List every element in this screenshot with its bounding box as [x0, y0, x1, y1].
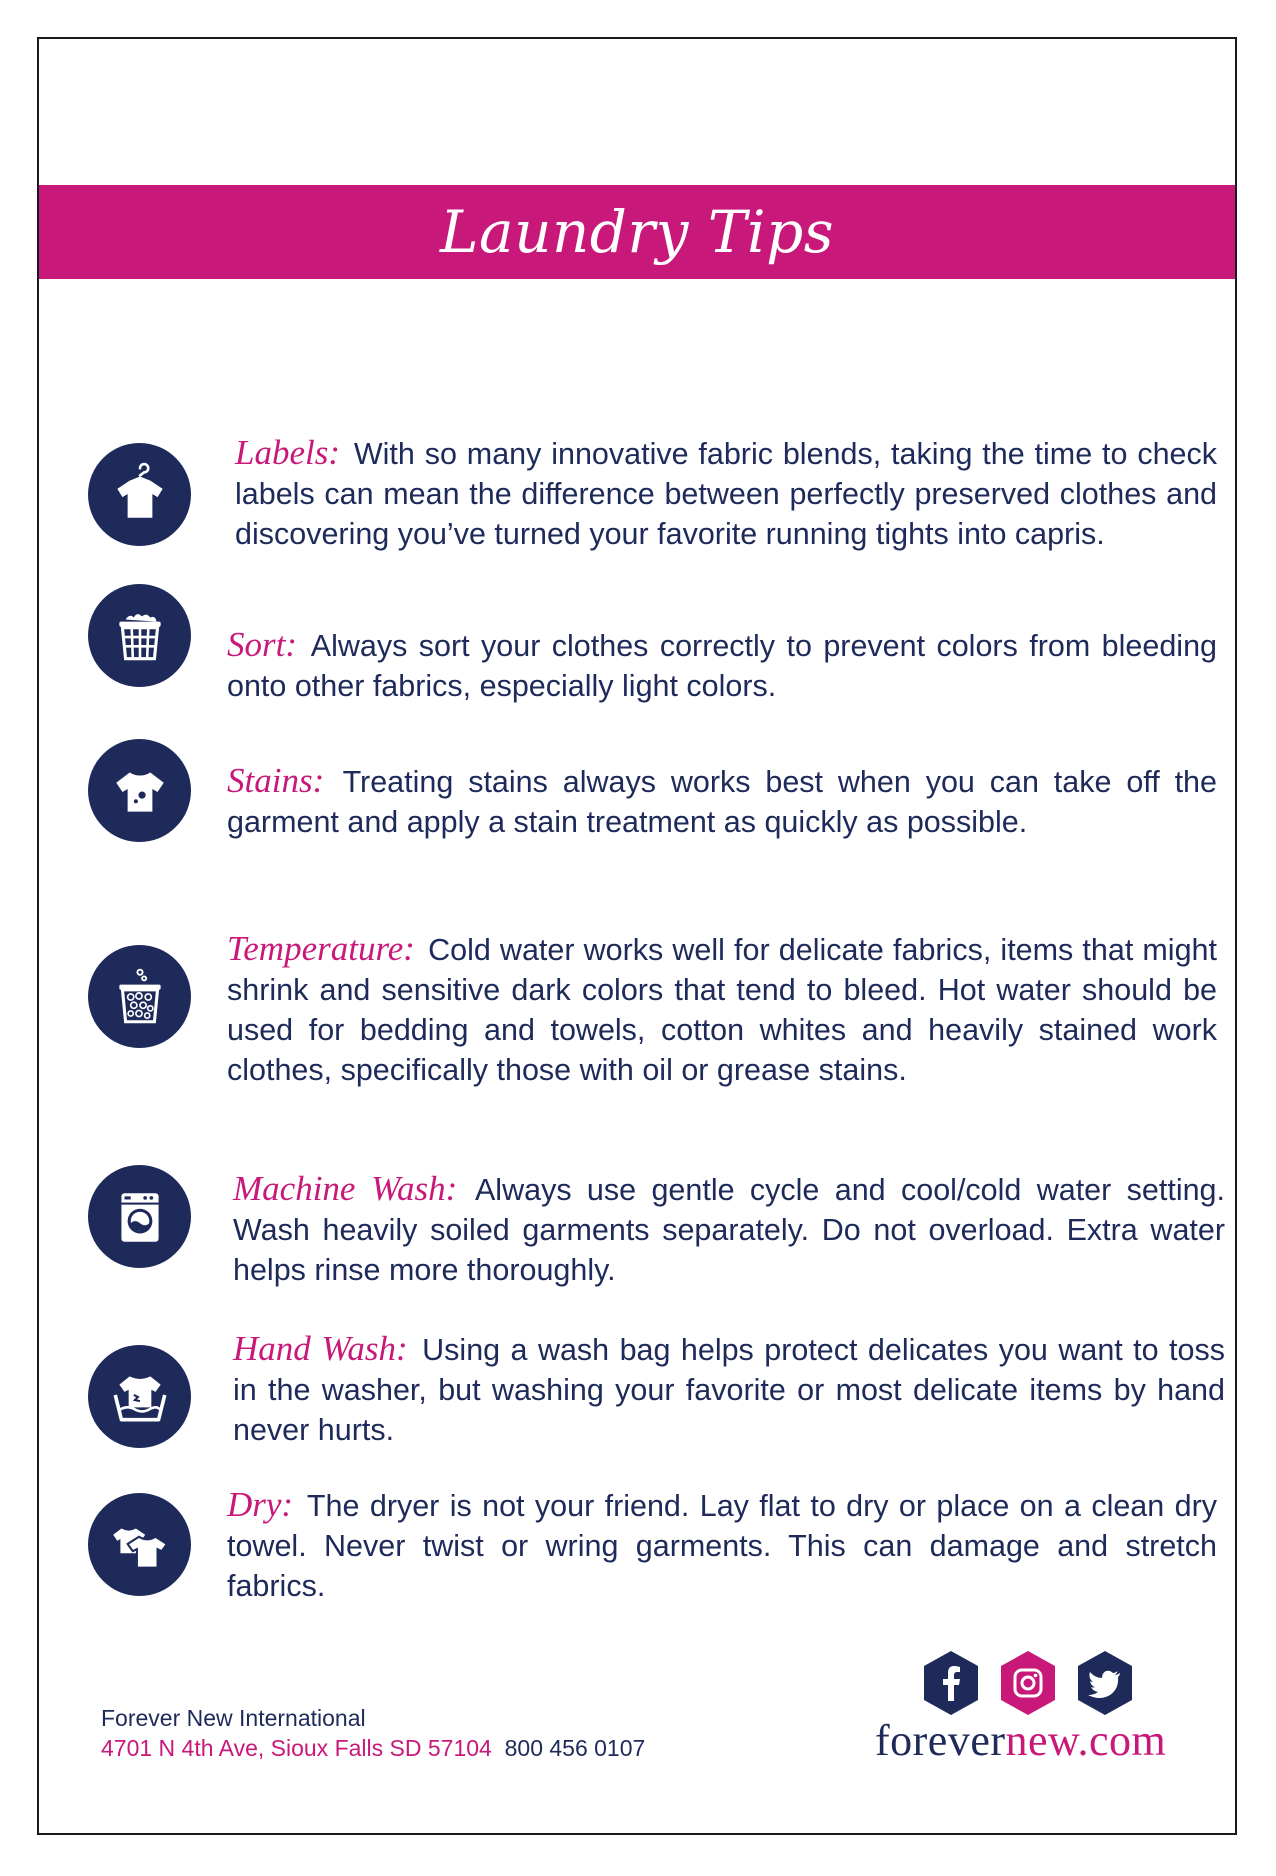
- tip-text: Using a wash bag helps protect delicates you want to toss in the washer, but washing your favorite or most delicate items by hand never hurts.: [233, 1333, 1225, 1447]
- website-link[interactable]: forevernew.com: [875, 1716, 1167, 1765]
- tip-label: Hand Wash:: [233, 1329, 408, 1368]
- tips-card: [37, 37, 1237, 1835]
- tip-label: Labels:: [235, 433, 340, 472]
- page-title: Laundry Tips: [440, 198, 834, 266]
- tip-label: Sort:: [227, 625, 297, 664]
- tip-label: Dry:: [227, 1485, 294, 1524]
- title-banner: [39, 185, 1235, 279]
- instagram-icon[interactable]: [997, 1649, 1059, 1717]
- laundry-basket-icon: [88, 584, 191, 687]
- tip-label: Temperature:: [227, 929, 415, 968]
- tip-text: With so many innovative fabric blends, taking the time to check labels can mean the difference between perfectly preserved clothes and discovering you’ve turned your favorite running tights into capris.: [235, 437, 1217, 551]
- tip-text: The dryer is not your friend. Lay flat to dry or place on a clean dry towel. Never twist or wring garments. This can damage and stretch fabrics.: [227, 1489, 1217, 1603]
- tip-label: Machine Wash:: [233, 1169, 458, 1208]
- twitter-icon[interactable]: [1074, 1649, 1136, 1717]
- tip-text: Cold water works well for delicate fabrics, items that might shrink and sensitive dark colors that tend to bleed. Hot water should be used for bedding and towels, cotton whites and heavily stained work clothes, specifically those with oil or grease stains.: [227, 933, 1217, 1087]
- address: 4701 N 4th Ave, Sioux Falls SD 57104: [101, 1735, 492, 1761]
- contact-line: [101, 1735, 645, 1762]
- tip-text: Always sort your clothes correctly to prevent colors from bleeding onto other fabrics, especially light colors.: [227, 629, 1217, 703]
- bubbly-basket-icon: [88, 945, 191, 1048]
- facebook-icon[interactable]: [920, 1649, 982, 1717]
- shirt-on-hanger-icon: [88, 443, 191, 546]
- tip-text: Always use gentle cycle and cool/cold water setting. Wash heavily soiled garments separately. Do not overload. Extra water helps rinse more thoroughly.: [233, 1173, 1225, 1287]
- company-name: Forever New International: [101, 1705, 366, 1731]
- hand-wash-tub-icon: [88, 1345, 191, 1448]
- two-shirts-icon: [88, 1493, 191, 1596]
- tip-label: Stains:: [227, 761, 325, 800]
- stained-shirt-icon: [88, 739, 191, 842]
- phone-number: 800 456 0107: [504, 1735, 646, 1761]
- tip-text: Treating stains always works best when you can take off the garment and apply a stain treatment as quickly as possible.: [227, 765, 1217, 839]
- washing-machine-icon: [88, 1165, 191, 1268]
